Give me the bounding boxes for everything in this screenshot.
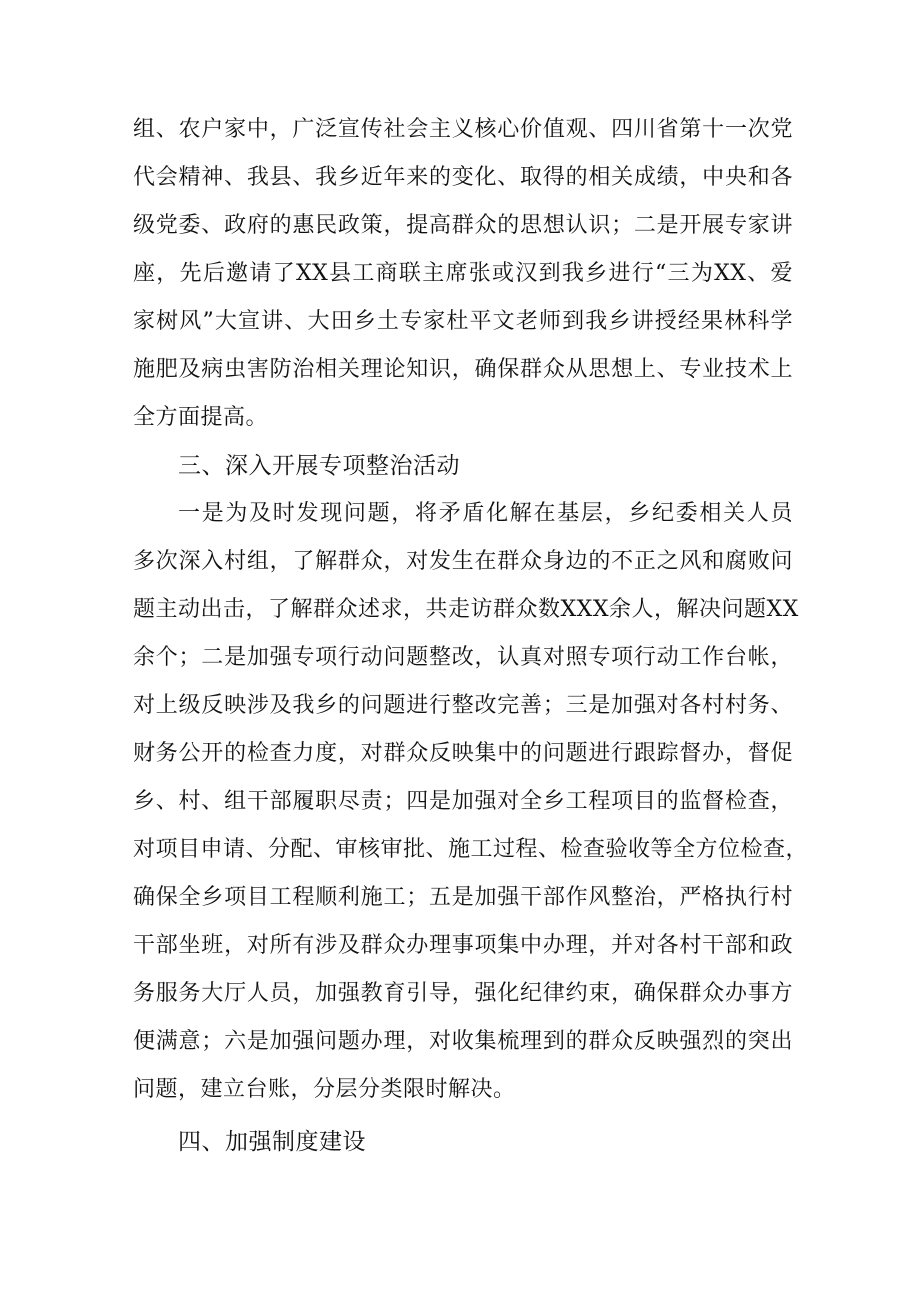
- section3-line: 财务公开的检查力度，对群众反映集中的问题进行跟踪督办，督促: [133, 741, 793, 766]
- section3-line: 对上级反映涉及我乡的问题进行整改完善；三是加强对各村村务、: [133, 693, 793, 718]
- section3-line: 对项目申请、分配、审核审批、施工过程、检查验收等全方位检查，: [133, 837, 809, 862]
- section-heading: 三、深入开展专项整治活动: [178, 453, 460, 479]
- section-heading: 四、加强制度建设: [178, 1129, 366, 1155]
- paragraph1-line: 代会精神、我县、我乡近年来的变化、取得的相关成绩，中央和各: [133, 165, 793, 190]
- section3-line: 干部坐班，对所有涉及群众办理事项集中办理，并对各村干部和政: [133, 933, 793, 958]
- paragraph1-line: 座，先后邀请了XX县工商联主席张或汉到我乡进行“三为XX、爱: [133, 261, 793, 286]
- section3-line: 一是为及时发现问题，将矛盾化解在基层，乡纪委相关人员: [178, 501, 793, 526]
- section3-line: 题主动出击，了解群众述求，共走访群众数XXX余人，解决问题XX: [133, 597, 799, 622]
- section3-line: 便满意；六是加强问题办理，对收集梳理到的群众反映强烈的突出: [133, 1029, 793, 1054]
- section3-line: 乡、村、组干部履职尽责；四是加强对全乡工程项目的监督检查，: [133, 789, 793, 814]
- paragraph1-line: 级党委、政府的惠民政策，提高群众的思想认识；二是开展专家讲: [133, 213, 793, 238]
- section3-line: 务服务大厅人员，加强教育引导，强化纪律约束，确保群众办事方: [133, 981, 793, 1006]
- section3-line: 确保全乡项目工程顺利施工；五是加强干部作风整治，严格执行村: [133, 885, 793, 910]
- paragraph1-line: 组、农户家中，广泛宣传社会主义核心价值观、四川省第十一次党: [133, 117, 793, 142]
- paragraph1-line: 施肥及病虫害防治相关理论知识，确保群众从思想上、专业技术上: [133, 357, 793, 382]
- paragraph1-line: 全方面提高。: [133, 405, 269, 430]
- paragraph1-line: 家树风”大宣讲、大田乡土专家杜平文老师到我乡讲授经果林科学: [133, 309, 793, 334]
- section3-line: 余个；二是加强专项行动问题整改，认真对照专项行动工作台帐，: [133, 645, 793, 670]
- section3-line: 问题，建立台账，分层分类限时解决。: [133, 1077, 516, 1102]
- section3-line: 多次深入村组，了解群众，对发生在群众身边的不正之风和腐败问: [133, 549, 793, 574]
